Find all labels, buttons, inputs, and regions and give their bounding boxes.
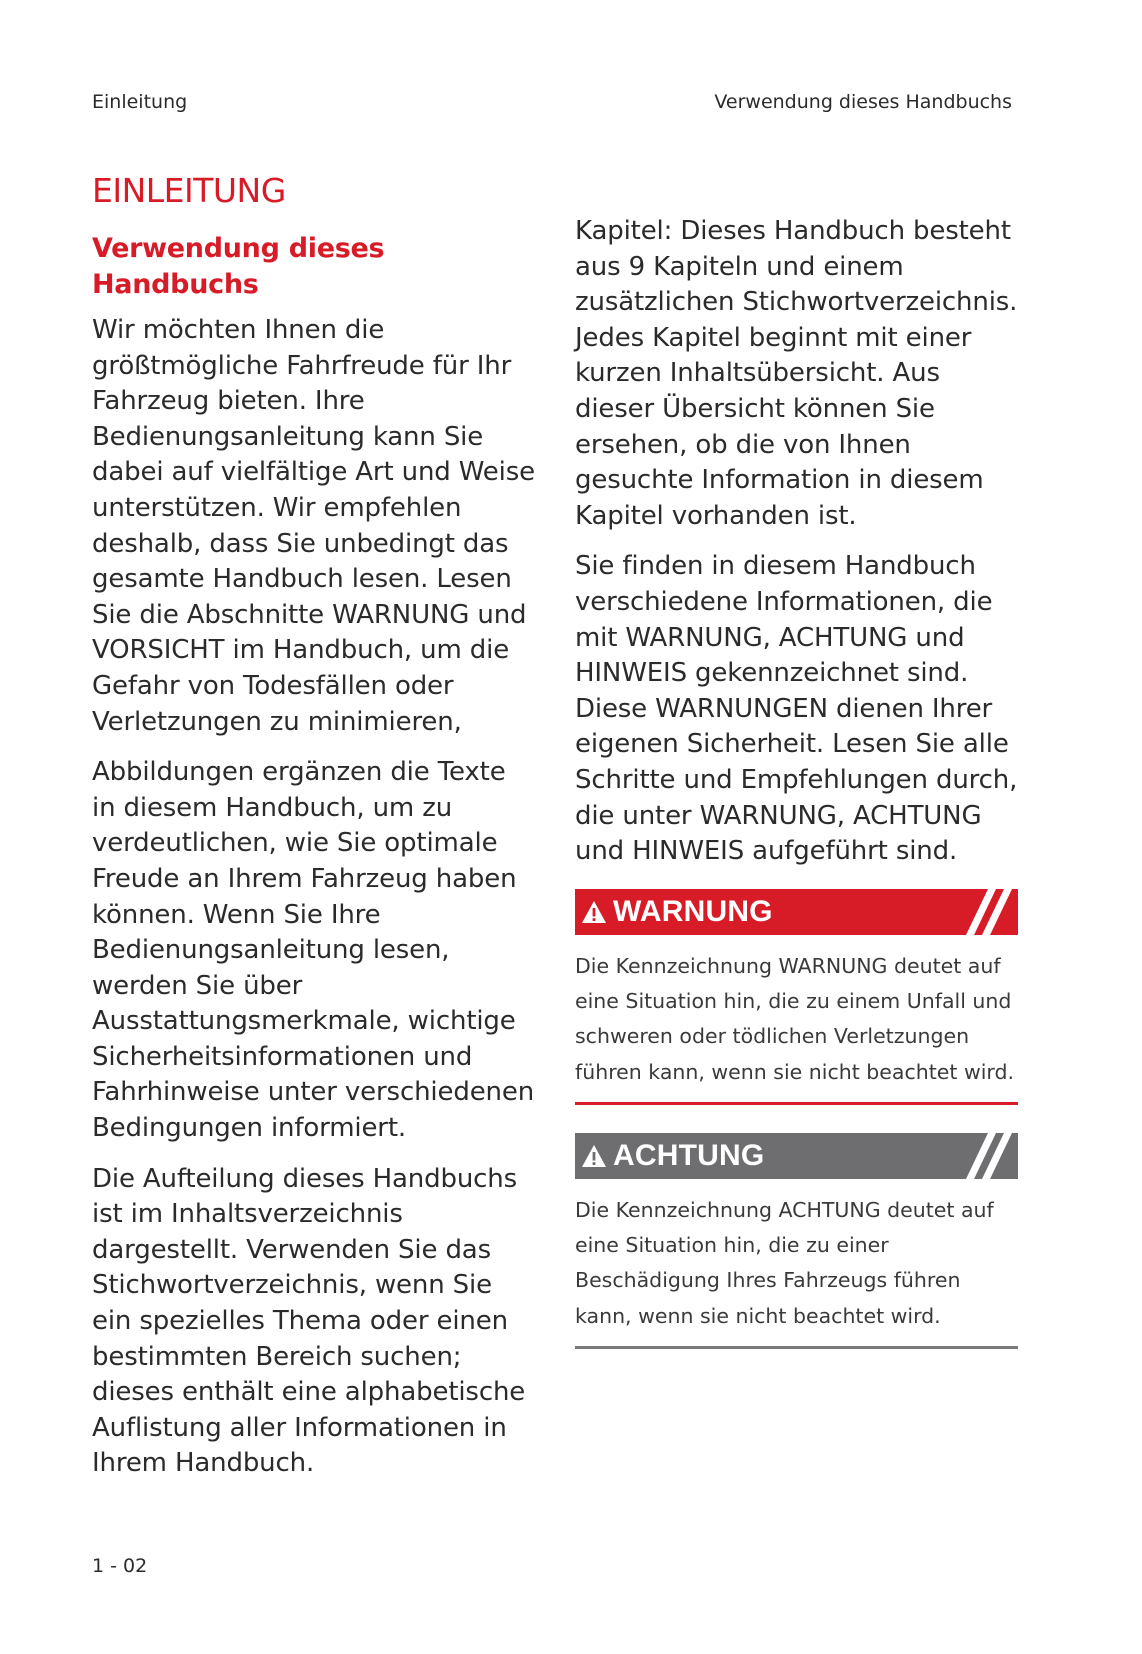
paragraph-structure: Die Aufteilung dieses Handbuchs ist im Inhaltsverzeichnis dargestellt. Verwenden Sie das Stichwortverzeichnis, wenn Sie ein spezielles Thema oder einen bestimmten Bereich suchen; dieses enthält eine alphabetische Auflistung aller Informationen in Ihrem Handbuch. [92, 1163, 526, 1479]
stripes-decoration [928, 1133, 1018, 1179]
warning-rule [575, 1102, 1018, 1105]
paragraph-chapters: Kapitel: Dieses Handbuch besteht aus 9 Kapiteln und einem zusätzlichen Stichwortverzeichnis. Jedes Kapitel beginnt mit einer kurzen Inhaltsübersicht. Aus dieser Übersicht können Sie ersehen, ob die von Ihnen gesuchte Information in diesem Kapitel vorhanden ist. [575, 216, 1018, 531]
warning-banner [575, 889, 1018, 935]
right-column [575, 214, 1018, 1349]
paragraph-notices: Sie finden in diesem Handbuch verschiedene Informationen, die mit WARNUNG, ACHTUNG und HINWEIS gekennzeichnet sind. Diese WARNUNGEN dienen Ihrer eigenen Sicherheit. Lesen Sie alle Schritte und Empfehlungen durch, die unter WARNUNG, ACHTUNG und HINWEIS aufgeführt sind. [575, 551, 1018, 867]
running-header-right: Verwendung dieses Handbuchs [714, 91, 1012, 113]
running-header-left: Einleitung [92, 91, 188, 113]
caution-label: ACHTUNG [613, 1138, 765, 1172]
caution-banner [575, 1133, 1018, 1179]
section-title: Verwendung dieses Handbuchs [92, 233, 385, 300]
warning-label: WARNUNG [613, 894, 773, 928]
warning-triangle-icon [581, 1144, 607, 1168]
warning-triangle-icon [581, 900, 607, 924]
warning-notice [575, 889, 1018, 1105]
chapter-title: EINLEITUNG [92, 171, 286, 210]
paragraph-intro: Wir möchten Ihnen die größtmögliche Fahrfreude für Ihr Fahrzeug bieten. Ihre Bedienungsanleitung kann Sie dabei auf vielfältige Art und Weise unterstützen. Wir empfehlen deshalb, dass Sie unbedingt das gesamte Handbuch lesen. Lesen Sie die Abschnitte WARNUNG und VORSICHT im Handbuch, um die Gefahr von Todesfällen oder Verletzungen zu minimieren, [92, 315, 535, 737]
paragraph-illustrations: Abbildungen ergänzen die Texte in diesem Handbuch, um zu verdeutlichen, wie Sie optimale Freude an Ihrem Fahrzeug haben können. Wenn Sie Ihre Bedienungsanleitung lesen, werden Sie über Ausstattungsmerkmale, wichtige Sicherheitsinformationen und Fahrhinweise unter verschiedenen Bedingungen informiert. [92, 757, 535, 1144]
caution-notice [575, 1133, 1018, 1349]
caution-text: Die Kennzeichnung ACHTUNG deutet auf eine Situation hin, die zu einer Beschädigung Ihres Fahrzeugs führen kann, wenn sie nicht beachtet wird. [575, 1197, 994, 1328]
page-number: 1 - 02 [92, 1555, 148, 1577]
warning-text: Die Kennzeichnung WARNUNG deutet auf eine Situation hin, die zu einem Unfall und schweren oder tödlichen Verletzungen führen kann, wenn sie nicht beachtet wird. [575, 953, 1014, 1084]
stripes-decoration [928, 889, 1018, 935]
caution-rule [575, 1346, 1018, 1349]
left-column [92, 170, 537, 1497]
